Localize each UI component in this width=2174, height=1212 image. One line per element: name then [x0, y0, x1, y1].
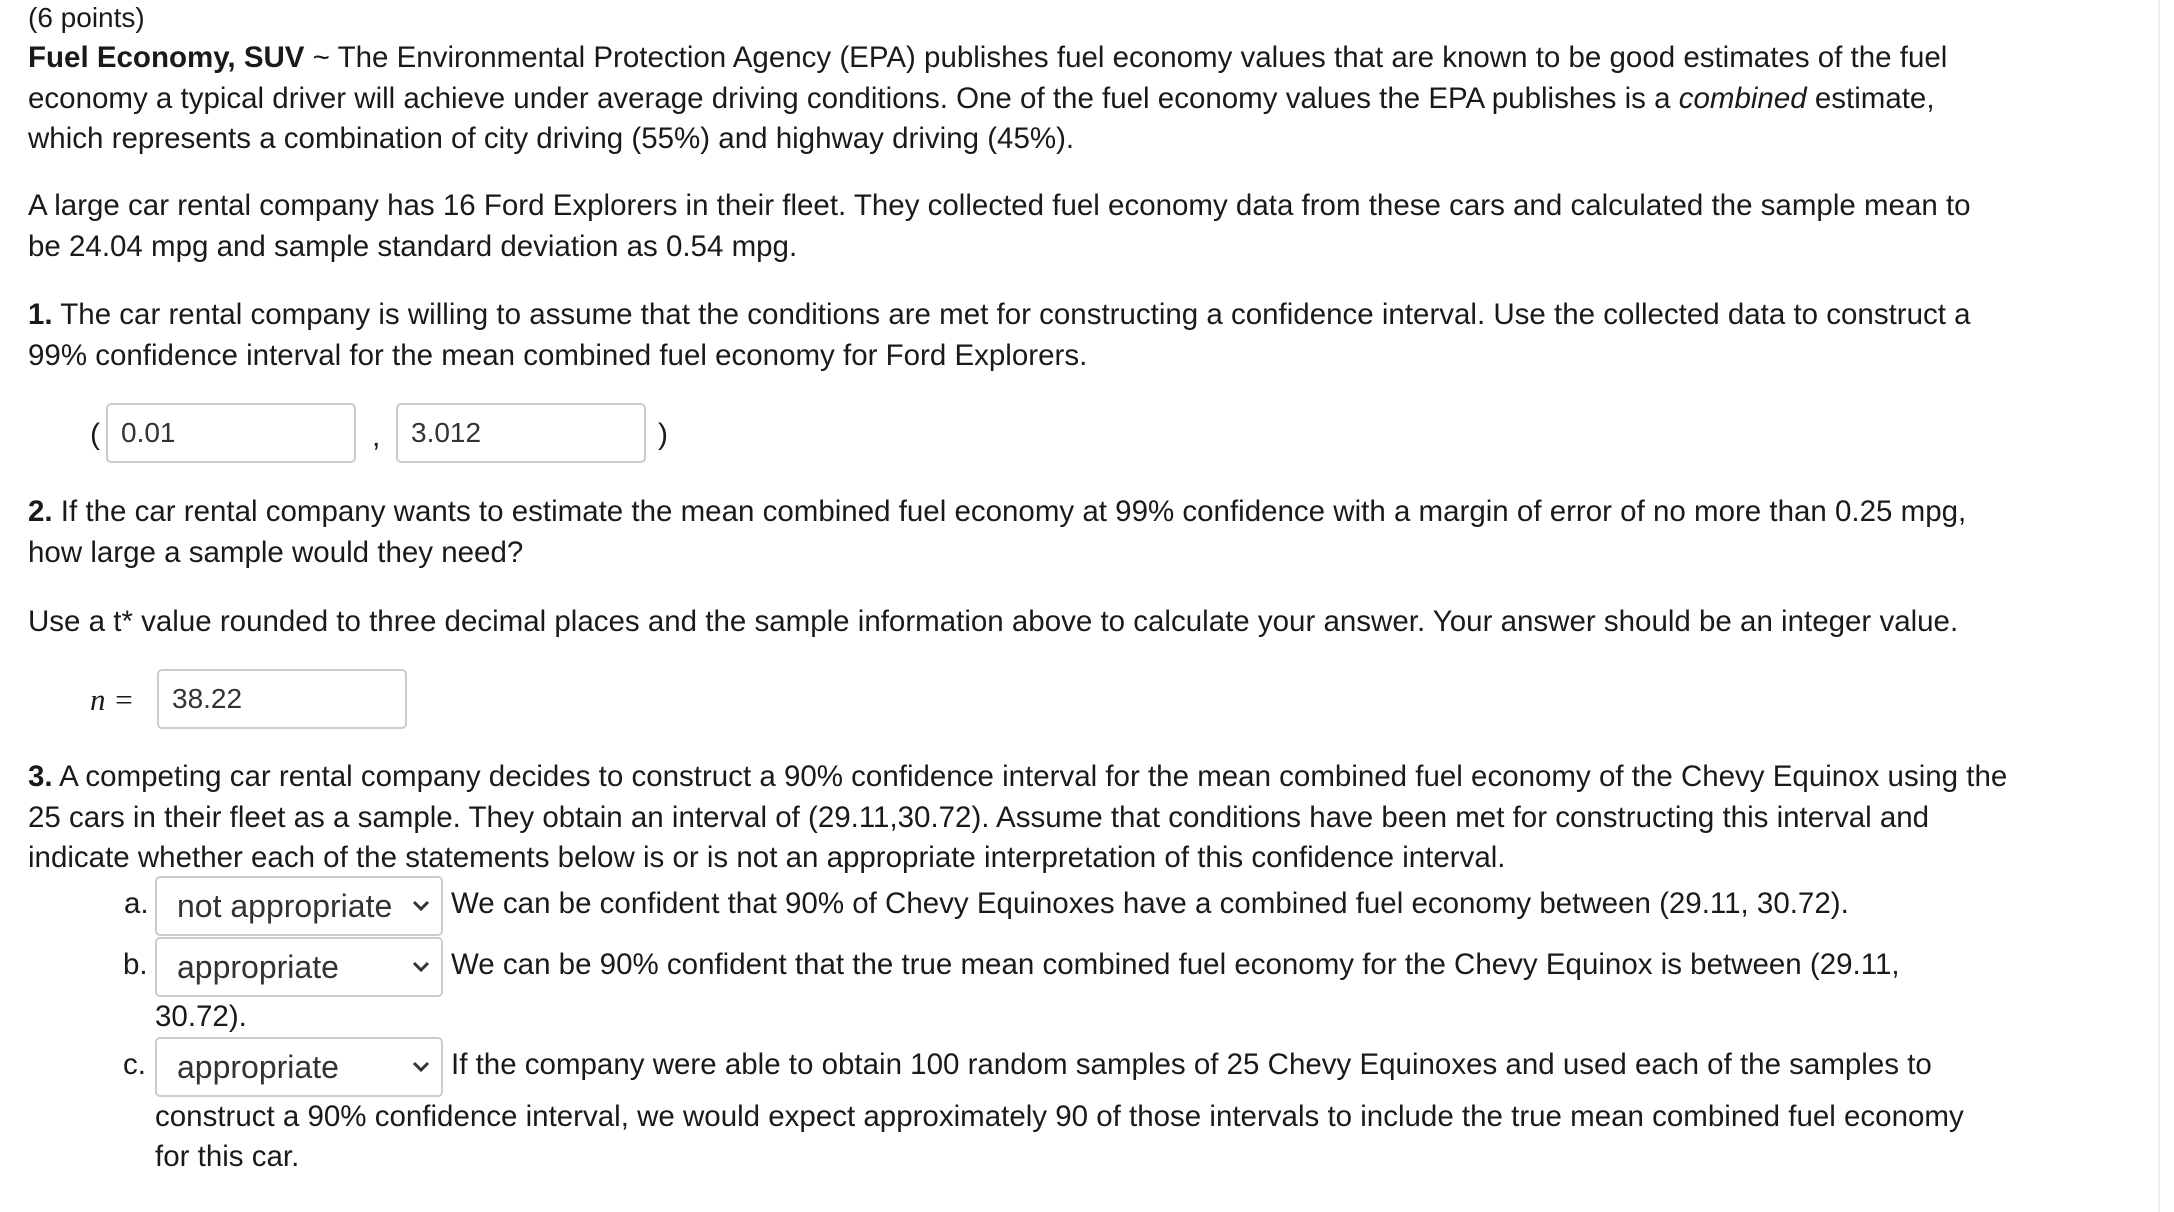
page-border: [2158, 0, 2160, 1212]
item-b-selected: appropriate: [177, 949, 339, 985]
chevron-down-icon: [411, 898, 431, 914]
question-3-number: 3.: [28, 760, 53, 793]
points-label: (6 points): [28, 2, 145, 33]
item-a-letter: a.: [124, 887, 149, 920]
title-separator: ~: [304, 41, 338, 74]
question-2-text: [28, 492, 2008, 573]
question-2-number: 2.: [28, 495, 53, 528]
item-c-selected: appropriate: [177, 1049, 339, 1085]
item-b-statement-line1: We can be 90% confident that the true mean combined fuel economy for the Chevy Equinox is between (29.11,: [451, 948, 1900, 981]
n-label: n =: [90, 682, 135, 717]
sample-size-input[interactable]: 38.22: [157, 669, 407, 729]
question-2-instruction: Use a t* value rounded to three decimal places and the sample information above to calculate your answer. Your answer should be an integer value.: [28, 605, 1959, 638]
question-3-body: A competing car rental company decides to construct a 90% confidence interval for the mean combined fuel economy of the Chevy Equinox using the 25 cars in their fleet as a sample. They obtain an interval of (29.11,30.72). Assume that conditions have been met for constructing this interval and indicate whether each of the statements below is or is not an appropriate interpretation of this confidence interval.: [28, 760, 2008, 874]
item-b-letter: b.: [123, 948, 148, 981]
open-paren: (: [90, 418, 100, 451]
intro-text-2: estimate, which represents a combination of city driving (55%) and highway driving (45%).: [28, 81, 1935, 155]
intro-italic: combined: [1678, 81, 1807, 115]
question-2-body: If the car rental company wants to estimate the mean combined fuel economy at 99% confidence with a margin of error of no more than 0.25 mpg, how large a sample would they need?: [28, 495, 1967, 569]
chevron-down-icon: [411, 1059, 431, 1075]
item-c-statement-line1: If the company were able to obtain 100 random samples of 25 Chevy Equinoxes and used each of the samples to: [451, 1048, 1932, 1081]
upper-bound-input[interactable]: 3.012: [396, 403, 646, 463]
question-3-text: [28, 757, 2008, 879]
item-c-letter: c.: [123, 1048, 146, 1081]
interval-comma: ,: [372, 420, 381, 453]
question-1-number: 1.: [28, 298, 53, 331]
item-c-statement-line3: for this car.: [155, 1140, 300, 1173]
item-b-statement-line2: 30.72).: [155, 1000, 247, 1033]
scenario-paragraph: A large car rental company has 16 Ford Explorers in their fleet. They collected fuel economy data from these cars and calculated the sample mean to be 24.04 mpg and sample standard deviation as 0.54 mpg.: [28, 189, 1971, 263]
item-c-statement-line2: construct a 90% confidence interval, we would expect approximately 90 of those intervals to include the true mean combined fuel economy: [155, 1100, 1964, 1133]
intro-text-1: The Environmental Protection Agency (EPA) publishes fuel economy values that are known to be good estimates of the fuel economy a typical driver will achieve under average driving conditions. One of the fuel economy values the EPA publishes is a: [28, 41, 1948, 115]
intro-paragraph: [28, 38, 2008, 160]
question-1-text: [28, 295, 2008, 376]
item-a-select[interactable]: [155, 876, 443, 936]
question-1-body: The car rental company is willing to assume that the conditions are met for constructing a confidence interval. Use the collected data to construct a 99% confidence interval for the mean combined fuel economy for Ford Explorers.: [28, 298, 1971, 372]
item-c-select[interactable]: [155, 1037, 443, 1097]
lower-bound-input[interactable]: 0.01: [106, 403, 356, 463]
item-b-select[interactable]: [155, 937, 443, 997]
close-paren: ): [658, 418, 668, 451]
item-a-statement: We can be confident that 90% of Chevy Equinoxes have a combined fuel economy between (29.11, 30.72).: [451, 887, 1849, 920]
problem-title: Fuel Economy, SUV: [28, 41, 305, 74]
item-a-selected: not appropriate: [177, 888, 393, 924]
chevron-down-icon: [411, 959, 431, 975]
